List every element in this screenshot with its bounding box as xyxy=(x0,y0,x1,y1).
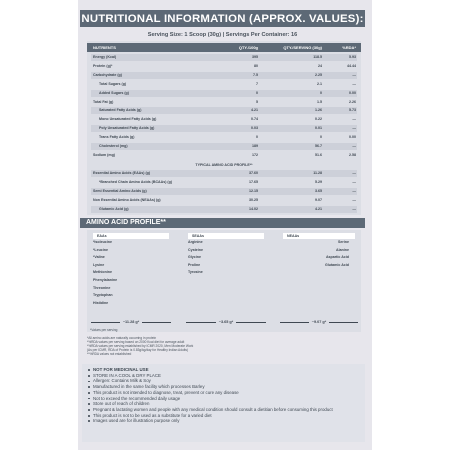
rda: 0.00 xyxy=(349,135,356,140)
qty-serving: 2.1 xyxy=(317,81,322,86)
info-item: This product is not intended to diagnose, treat, prevent or cure any disease xyxy=(88,390,360,396)
seaas-column xyxy=(188,233,264,277)
amino-acid-item: Tyrosine xyxy=(188,270,203,275)
values-per-serving-note: *Values per serving xyxy=(90,328,118,332)
info-item: Allergen: Contains Milk & Soy xyxy=(88,378,360,384)
qty-serving: 9.07 xyxy=(315,197,322,202)
nutrient-name: Total Sugars (g) xyxy=(99,81,127,86)
table-row xyxy=(91,170,357,177)
rda: — xyxy=(352,126,356,131)
nutrition-title: NUTRITIONAL INFORMATION (APPROX. VALUES): xyxy=(80,10,365,27)
table-row xyxy=(91,116,357,123)
qty-serving: 3.65 xyxy=(315,188,322,193)
qty-serving: 0.22 xyxy=(315,117,322,122)
table-row xyxy=(91,206,357,213)
amino-acid-item: Phenylalanine xyxy=(93,277,118,282)
nutrient-name: Essential Amino Acids (EAAs) (g) xyxy=(93,171,151,175)
footnote-line: *%RDA values per serving established by ICMR 2020, Men Moderate Work xyxy=(87,344,194,348)
footnote-line: *All amino acids are naturally occurring in protein xyxy=(87,336,157,340)
rda: 5.73 xyxy=(349,108,356,113)
table-row xyxy=(91,152,357,159)
qty-100g: 0.03 xyxy=(251,126,258,131)
rda: — xyxy=(352,197,356,202)
nutrient-name: Protein (g)* xyxy=(93,63,113,68)
amino-acid-profile-title: AMINO ACID PROFILE** xyxy=(80,218,365,228)
qty-serving: 0 xyxy=(320,90,322,95)
nutrient-name: *Branched Chain Amino Acids (BCAAs) (g) xyxy=(99,179,173,184)
info-item: Not to exceed the recommended daily usage xyxy=(88,396,360,402)
qty-100g: 172 xyxy=(252,152,258,157)
eaas-total-value: ~11.28 g* xyxy=(122,320,140,324)
info-item: This product is not to be used as a substitute for a varied diet xyxy=(88,413,360,419)
rda: 44.44 xyxy=(347,63,356,68)
table-row xyxy=(91,54,357,61)
nutrient-name: Poly Unsaturated Fatty Acids (g) xyxy=(99,126,155,131)
amino-acid-item: Serine xyxy=(338,240,349,244)
qty-100g: 7.5 xyxy=(253,72,258,77)
table-row xyxy=(91,63,357,70)
rda: — xyxy=(352,81,356,86)
seaas-total-value: ~3.65 g* xyxy=(218,320,234,324)
typical-amino-profile-title: TYPICAL AMINO ACID PROFILE** xyxy=(195,163,253,167)
amino-acid-item: Threonine xyxy=(93,285,111,290)
nutrient-name: Energy (Kcal) xyxy=(93,55,117,59)
table-row xyxy=(91,197,357,204)
qty-serving: 0 xyxy=(320,135,322,140)
eaas-column xyxy=(93,233,169,307)
qty-100g: 4.21 xyxy=(251,108,258,113)
nutrient-name: Non Essential Amino Acids (NEAAs) (g) xyxy=(93,197,161,202)
qty-100g: 14.02 xyxy=(249,206,258,211)
qty-100g: 5 xyxy=(256,99,258,104)
qty-100g: 0.74 xyxy=(251,117,258,122)
info-item: Manufactured in the same facility which processes Barley xyxy=(88,384,360,390)
nutrient-name: Total Fat (g) xyxy=(93,99,114,104)
table-row xyxy=(91,81,357,88)
nutrient-name: Added Sugars (g) xyxy=(99,90,129,95)
table-row xyxy=(91,143,357,150)
table-row xyxy=(91,99,357,106)
nutrient-name: Mono Unsaturated Fatty Acids (g) xyxy=(99,117,157,122)
nutrient-name: Trans Fatty Acids (g) xyxy=(99,135,135,140)
seaas-total xyxy=(186,318,266,326)
info-item: Images used are for illustration purpose only xyxy=(88,418,360,424)
amino-acid-item: *Leucine xyxy=(93,247,108,252)
info-list xyxy=(88,367,360,424)
header-nutrients: NUTRIENTS xyxy=(93,45,116,50)
table-row xyxy=(91,134,357,141)
qty-100g: 37.60 xyxy=(249,171,258,175)
seaas-header: SEAAs xyxy=(188,233,264,239)
qty-100g: 17.65 xyxy=(249,179,258,184)
nutrient-name: Semi Essential Amino Acids (g) xyxy=(93,188,147,193)
eaas-header: EAAs xyxy=(93,233,169,239)
header-qty-100g: QTY./100g xyxy=(238,45,258,50)
rda: — xyxy=(352,206,356,211)
table-row xyxy=(91,179,357,186)
neaas-total xyxy=(280,318,358,326)
table-row xyxy=(91,125,357,132)
qty-serving: 24 xyxy=(318,63,322,68)
table-row xyxy=(91,72,357,79)
rda: — xyxy=(352,72,356,77)
qty-serving: 56.7 xyxy=(315,144,322,148)
footnote-line: *%RDA values per serving based on 2000 Kcal diet for average adult xyxy=(87,340,185,344)
neaas-total-value: ~9.07 g* xyxy=(311,320,327,324)
qty-serving: 0.01 xyxy=(315,126,322,131)
rda: — xyxy=(352,117,356,122)
amino-acid-item: Glutamic Acid xyxy=(324,262,349,267)
qty-serving: 5.29 xyxy=(315,179,322,184)
amino-acid-item: Glycine xyxy=(188,255,201,260)
nutrient-name: Saturated Fatty Acids (g) xyxy=(99,108,142,113)
header-rda: %RDA* xyxy=(342,45,356,50)
table-row xyxy=(91,188,357,195)
amino-acid-item: Tryptophan xyxy=(93,293,113,298)
qty-serving: 51.6 xyxy=(315,152,322,157)
amino-acid-item: Proline xyxy=(188,262,201,267)
info-item: NOT FOR MEDICINAL USE xyxy=(88,367,360,373)
rda: 0.00 xyxy=(349,90,356,95)
qty-100g: 0 xyxy=(256,135,258,140)
qty-serving: 11.28 xyxy=(313,171,322,175)
info-item: STORE IN A COOL & DRY PLACE xyxy=(88,373,360,379)
nutrient-name: Cholesterol (mg) xyxy=(99,144,128,148)
nutrient-name: Carbohydrate (g) xyxy=(93,72,122,77)
amino-acid-item: Histidine xyxy=(93,300,109,305)
info-item: Pregnant & lactating women and people with any medical condition should consult a dietitian before consuming this product xyxy=(88,407,360,413)
eaas-total xyxy=(91,318,171,326)
amino-acid-item: *Isoleucine xyxy=(93,240,112,244)
qty-serving: 1.5 xyxy=(317,99,322,104)
table-row xyxy=(91,90,357,97)
amino-acid-item: Lysine xyxy=(93,262,105,267)
rda: 2.26 xyxy=(349,99,356,104)
nutrient-name: Sodium (mg) xyxy=(93,152,115,157)
qty-serving: 1.26 xyxy=(315,108,322,113)
neaas-header: NEAAs xyxy=(283,233,355,239)
neaas-column xyxy=(283,233,355,269)
qty-100g: 189 xyxy=(252,144,258,148)
rda: — xyxy=(352,171,356,175)
header-qty-serving: QTY./SERVING (30g) xyxy=(283,45,322,50)
amino-acid-item: *Valine xyxy=(93,255,105,260)
footnote-line: **%RDA values not established xyxy=(87,352,132,356)
info-item: Store out of reach of children xyxy=(88,401,360,407)
qty-100g: 395 xyxy=(252,55,258,59)
nutrition-header-row xyxy=(91,44,357,51)
amino-acid-item: Methionine xyxy=(93,270,112,275)
rda: — xyxy=(352,144,356,148)
qty-100g: 12.15 xyxy=(249,188,258,193)
footnotes xyxy=(87,336,361,356)
qty-100g: 30.25 xyxy=(249,197,258,202)
rda: — xyxy=(352,179,356,184)
qty-100g: 80 xyxy=(254,63,258,68)
qty-serving: 2.25 xyxy=(315,72,322,77)
rda: 5.93 xyxy=(349,55,356,59)
amino-acid-item: Arginine xyxy=(188,240,203,244)
serving-info: Serving Size: 1 Scoop (30g) | Servings Per Container: 16 xyxy=(147,32,298,38)
qty-serving: 4.21 xyxy=(315,206,322,211)
qty-100g: 7 xyxy=(256,81,258,86)
amino-acid-item: Alanine xyxy=(336,247,349,252)
qty-serving: 118.5 xyxy=(313,55,322,59)
table-row xyxy=(91,107,357,114)
amino-acid-item: Aspartic Acid xyxy=(325,255,349,260)
rda: — xyxy=(352,188,356,193)
footnote-line: (As per ICMR, RDA of Protein is 0.83g/kg/day for Healthy Indian Adults) xyxy=(87,348,188,352)
qty-100g: 0 xyxy=(256,90,258,95)
nutrient-name: Glutamic Acid (g) xyxy=(99,206,129,211)
amino-acid-item: Cysteine xyxy=(188,247,203,252)
rda: 2.58 xyxy=(349,152,356,157)
